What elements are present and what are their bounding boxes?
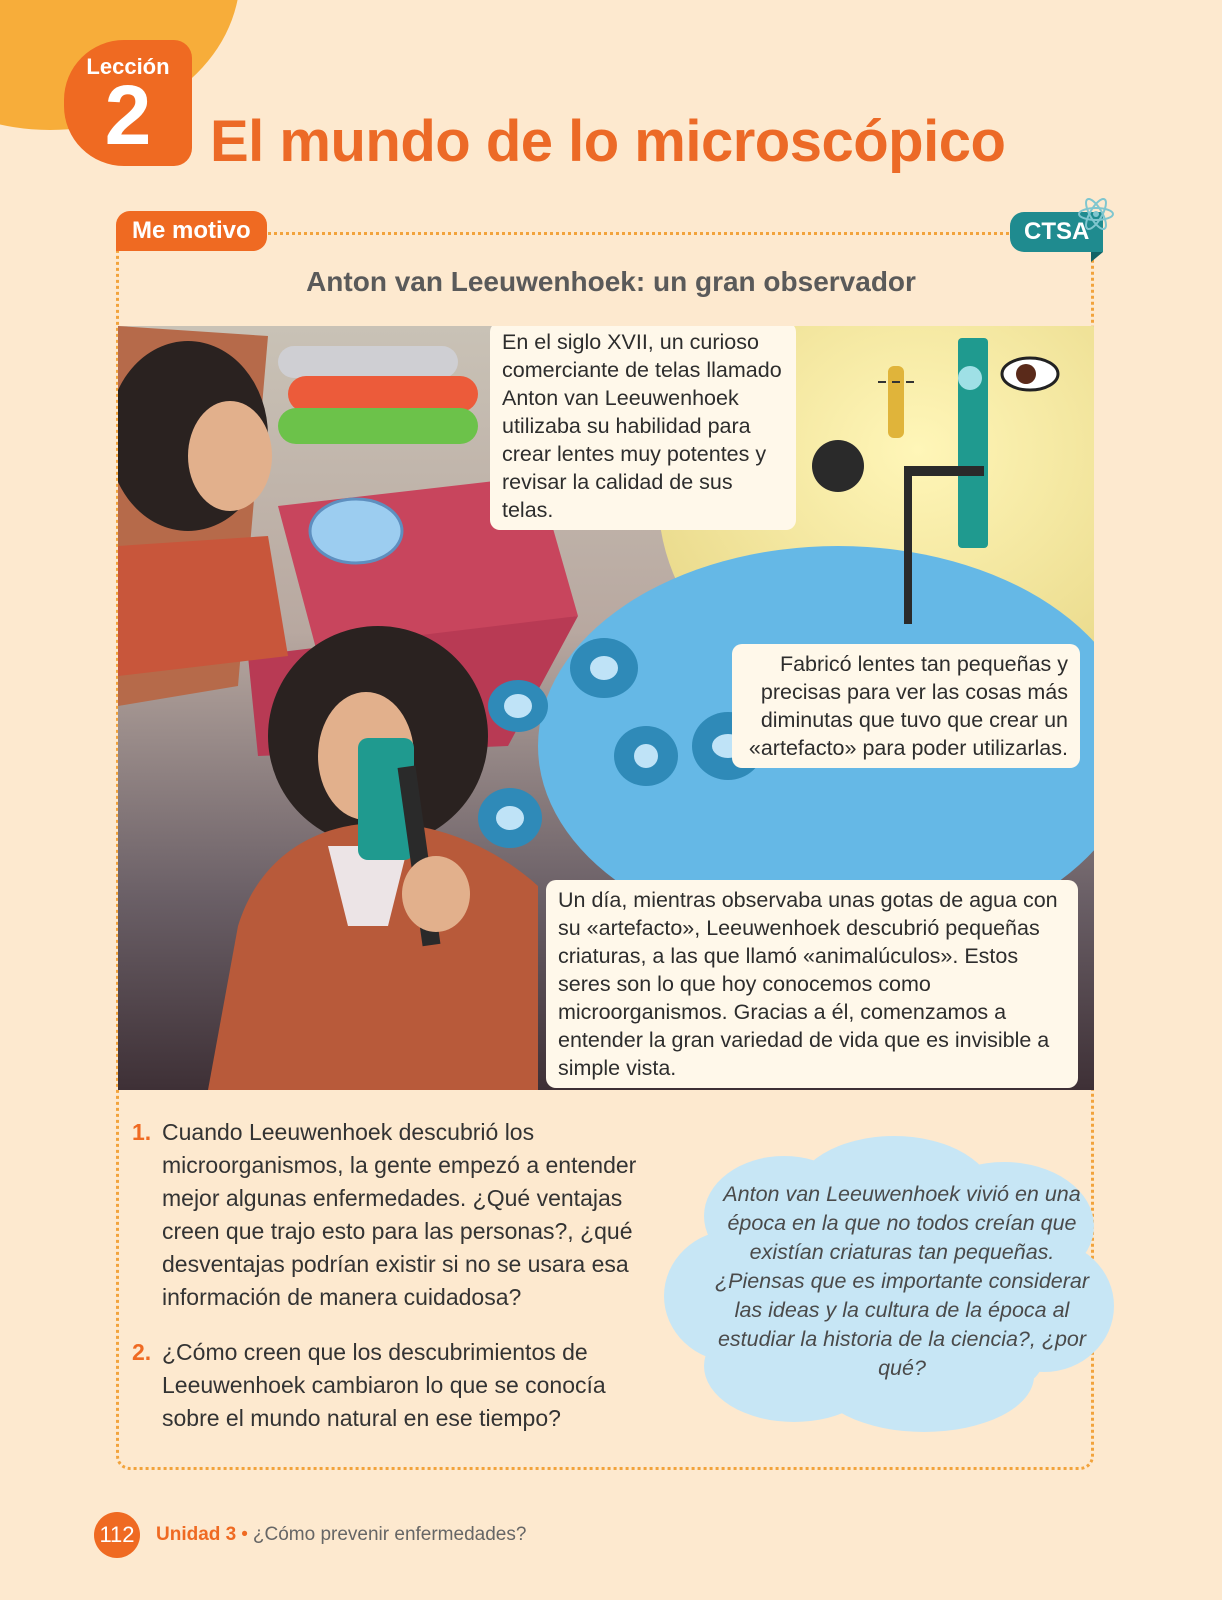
question-number: 1. — [132, 1119, 152, 1145]
page-title: El mundo de lo microscópico — [210, 109, 1006, 174]
atom-icon — [1076, 194, 1116, 234]
ctsa-badge: CTSA — [1010, 212, 1103, 252]
story-illustration — [118, 326, 1094, 1090]
unit-title: ¿Cómo prevenir enfermedades? — [252, 1524, 527, 1545]
question-list — [132, 1116, 652, 1457]
page-number: 112 — [94, 1512, 140, 1558]
lesson-number: 2 — [104, 68, 152, 162]
question-text: Cuando Leeuwenhoek descubrió los microorganismos, la gente empezó a entender mejor algunas enfermedades. ¿Qué ventajas creen que trajo esto para las personas?, ¿qué desventajas podrían existir si no se usara esa información de manera cuidadosa? — [162, 1119, 637, 1310]
question-number: 2. — [132, 1339, 152, 1365]
page-footer — [94, 1512, 526, 1558]
question-item — [132, 1336, 652, 1435]
reading-title: Anton van Leeuwenhoek: un gran observador — [306, 266, 916, 297]
lesson-badge — [64, 40, 192, 166]
footer-separator: • — [241, 1524, 248, 1545]
lesson-label: Lección — [86, 54, 170, 79]
question-item — [132, 1116, 652, 1314]
section-tag: Me motivo — [116, 211, 267, 251]
cloud-note: Anton van Leeuwenhoek vivió en una época en la que no todos creían que existían criaturas tan pequeñas. ¿Piensas que es importante considerar las ideas y la cultura de la época al estudiar la historia de la ciencia?, ¿por qué? — [714, 1182, 1090, 1380]
unit-label: Unidad 3 — [156, 1524, 237, 1545]
story-bubble-2: Fabricó lentes tan pequeñas y precisas para ver las cosas más diminutas que tuvo que crear un «artefacto» para poder utilizarlas. — [732, 644, 1080, 768]
story-bubble-3: Un día, mientras observaba unas gotas de agua con su «artefacto», Leeuwenhoek descubrió pequeñas criaturas, a las que llamó «animalúculos». Estos seres son lo que hoy conocemos como microorganismos. Gracias a él, comenzamos a entender la gran variedad de vida que es invisible a simple vista. — [546, 880, 1078, 1088]
question-text: ¿Cómo creen que los descubrimientos de Leeuwenhoek cambiaron lo que se conocía sobre el mundo natural en ese tiempo? — [162, 1339, 606, 1431]
story-bubble-1: En el siglo XVII, un curioso comerciante de telas llamado Anton van Leeuwenhoek utilizaba su habilidad para crear lentes muy potentes y revisar la calidad de sus telas. — [490, 326, 796, 530]
